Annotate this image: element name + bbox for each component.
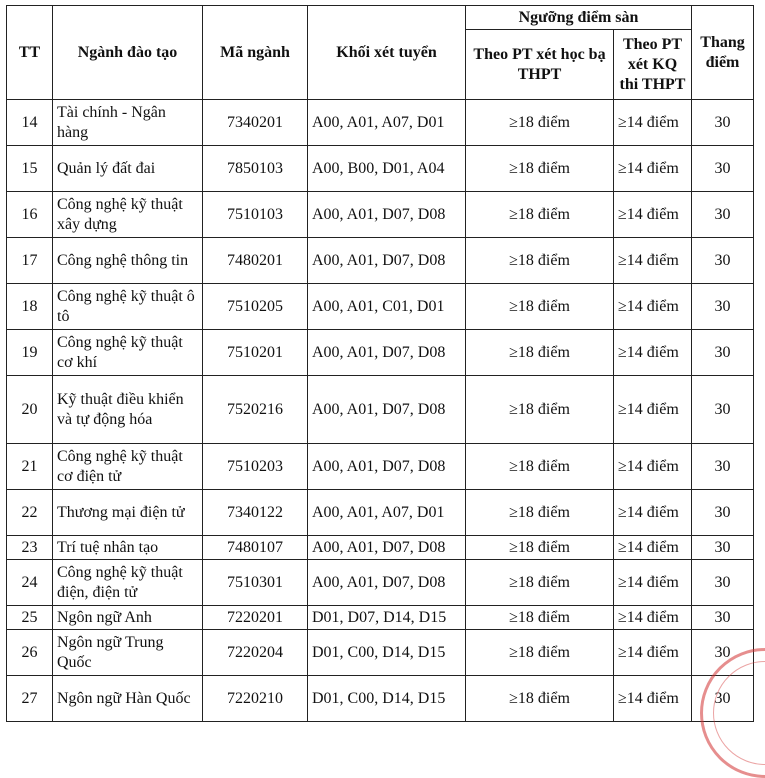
major-name: Công nghệ kỹ thuật ô tô xyxy=(53,284,203,330)
major-code: 7480107 xyxy=(203,536,308,560)
threshold-hocba: ≥18 điểm xyxy=(466,676,614,722)
admission-blocks: D01, C00, D14, D15 xyxy=(308,630,466,676)
major-name: Ngôn ngữ Anh xyxy=(53,606,203,630)
major-code: 7850103 xyxy=(203,146,308,192)
major-code: 7480201 xyxy=(203,238,308,284)
table-row xyxy=(7,192,754,238)
score-scale: 30 xyxy=(692,630,754,676)
threshold-thpt: ≥14 điểm xyxy=(614,444,692,490)
admission-blocks: A00, A01, D07, D08 xyxy=(308,192,466,238)
major-code: 7510203 xyxy=(203,444,308,490)
header-tt: TT xyxy=(7,6,53,100)
threshold-hocba: ≥18 điểm xyxy=(466,376,614,444)
threshold-hocba: ≥18 điểm xyxy=(466,560,614,606)
table-row xyxy=(7,376,754,444)
admission-blocks: A00, B00, D01, A04 xyxy=(308,146,466,192)
score-scale: 30 xyxy=(692,490,754,536)
row-number: 23 xyxy=(7,536,53,560)
row-number: 25 xyxy=(7,606,53,630)
major-name: Ngôn ngữ Trung Quốc xyxy=(53,630,203,676)
table-row xyxy=(7,630,754,676)
header-code: Mã ngành xyxy=(203,6,308,100)
major-code: 7340122 xyxy=(203,490,308,536)
admission-blocks: A00, A01, D07, D08 xyxy=(308,536,466,560)
table-row xyxy=(7,536,754,560)
threshold-thpt: ≥14 điểm xyxy=(614,192,692,238)
threshold-hocba: ≥18 điểm xyxy=(466,238,614,284)
admission-blocks: A00, A01, C01, D01 xyxy=(308,284,466,330)
major-name: Tài chính - Ngân hàng xyxy=(53,100,203,146)
header-threshold-group: Ngưỡng điểm sàn xyxy=(466,6,692,30)
threshold-hocba: ≥18 điểm xyxy=(466,284,614,330)
threshold-hocba: ≥18 điểm xyxy=(466,606,614,630)
score-scale: 30 xyxy=(692,330,754,376)
header-threshold-hocba: Theo PT xét học bạ THPT xyxy=(466,30,614,100)
major-name: Công nghệ kỹ thuật xây dựng xyxy=(53,192,203,238)
major-code: 7220210 xyxy=(203,676,308,722)
row-number: 18 xyxy=(7,284,53,330)
score-scale: 30 xyxy=(692,192,754,238)
row-number: 27 xyxy=(7,676,53,722)
admission-blocks: A00, A01, A07, D01 xyxy=(308,490,466,536)
threshold-hocba: ≥18 điểm xyxy=(466,192,614,238)
table-row xyxy=(7,330,754,376)
major-name: Công nghệ kỹ thuật cơ khí xyxy=(53,330,203,376)
major-code: 7510301 xyxy=(203,560,308,606)
row-number: 17 xyxy=(7,238,53,284)
threshold-hocba: ≥18 điểm xyxy=(466,146,614,192)
admission-blocks: A00, A01, D07, D08 xyxy=(308,444,466,490)
admission-blocks: A00, A01, D07, D08 xyxy=(308,560,466,606)
header-threshold-thpt: Theo PT xét KQ thi THPT xyxy=(614,30,692,100)
major-code: 7220204 xyxy=(203,630,308,676)
score-scale: 30 xyxy=(692,536,754,560)
threshold-thpt: ≥14 điểm xyxy=(614,376,692,444)
threshold-hocba: ≥18 điểm xyxy=(466,330,614,376)
table-row xyxy=(7,284,754,330)
row-number: 16 xyxy=(7,192,53,238)
row-number: 20 xyxy=(7,376,53,444)
major-code: 7340201 xyxy=(203,100,308,146)
threshold-hocba: ≥18 điểm xyxy=(466,100,614,146)
threshold-hocba: ≥18 điểm xyxy=(466,630,614,676)
score-scale: 30 xyxy=(692,376,754,444)
major-name: Kỹ thuật điều khiển và tự động hóa xyxy=(53,376,203,444)
row-number: 19 xyxy=(7,330,53,376)
table-row xyxy=(7,444,754,490)
major-name: Quản lý đất đai xyxy=(53,146,203,192)
score-scale: 30 xyxy=(692,676,754,722)
admission-blocks: A00, A01, D07, D08 xyxy=(308,238,466,284)
score-scale: 30 xyxy=(692,284,754,330)
table-row xyxy=(7,560,754,606)
row-number: 21 xyxy=(7,444,53,490)
major-code: 7510103 xyxy=(203,192,308,238)
threshold-hocba: ≥18 điểm xyxy=(466,444,614,490)
threshold-thpt: ≥14 điểm xyxy=(614,676,692,722)
score-scale: 30 xyxy=(692,146,754,192)
major-code: 7220201 xyxy=(203,606,308,630)
threshold-thpt: ≥14 điểm xyxy=(614,630,692,676)
threshold-thpt: ≥14 điểm xyxy=(614,238,692,284)
table-row xyxy=(7,490,754,536)
threshold-thpt: ≥14 điểm xyxy=(614,146,692,192)
row-number: 24 xyxy=(7,560,53,606)
table-row xyxy=(7,146,754,192)
score-scale: 30 xyxy=(692,238,754,284)
header-block: Khối xét tuyển xyxy=(308,6,466,100)
row-number: 14 xyxy=(7,100,53,146)
threshold-thpt: ≥14 điểm xyxy=(614,330,692,376)
header-scale: Thang điểm xyxy=(692,6,754,100)
table-row xyxy=(7,238,754,284)
threshold-thpt: ≥14 điểm xyxy=(614,536,692,560)
major-name: Thương mại điện tử xyxy=(53,490,203,536)
score-scale: 30 xyxy=(692,560,754,606)
admission-blocks: A00, A01, A07, D01 xyxy=(308,100,466,146)
major-code: 7520216 xyxy=(203,376,308,444)
major-name: Ngôn ngữ Hàn Quốc xyxy=(53,676,203,722)
major-name: Công nghệ kỹ thuật điện, điện tử xyxy=(53,560,203,606)
admission-threshold-table xyxy=(6,5,754,722)
major-name: Công nghệ thông tin xyxy=(53,238,203,284)
admission-blocks: A00, A01, D07, D08 xyxy=(308,330,466,376)
admission-blocks: D01, D07, D14, D15 xyxy=(308,606,466,630)
major-name: Trí tuệ nhân tạo xyxy=(53,536,203,560)
threshold-hocba: ≥18 điểm xyxy=(466,536,614,560)
row-number: 26 xyxy=(7,630,53,676)
threshold-hocba: ≥18 điểm xyxy=(466,490,614,536)
score-scale: 30 xyxy=(692,444,754,490)
major-code: 7510205 xyxy=(203,284,308,330)
major-name: Công nghệ kỹ thuật cơ điện tử xyxy=(53,444,203,490)
threshold-thpt: ≥14 điểm xyxy=(614,100,692,146)
admission-blocks: A00, A01, D07, D08 xyxy=(308,376,466,444)
major-code: 7510201 xyxy=(203,330,308,376)
threshold-thpt: ≥14 điểm xyxy=(614,284,692,330)
table-row xyxy=(7,100,754,146)
score-scale: 30 xyxy=(692,606,754,630)
row-number: 22 xyxy=(7,490,53,536)
header-major: Ngành đào tạo xyxy=(53,6,203,100)
table-row xyxy=(7,606,754,630)
admission-blocks: D01, C00, D14, D15 xyxy=(308,676,466,722)
threshold-thpt: ≥14 điểm xyxy=(614,560,692,606)
row-number: 15 xyxy=(7,146,53,192)
threshold-thpt: ≥14 điểm xyxy=(614,606,692,630)
table-row xyxy=(7,676,754,722)
threshold-thpt: ≥14 điểm xyxy=(614,490,692,536)
score-scale: 30 xyxy=(692,100,754,146)
